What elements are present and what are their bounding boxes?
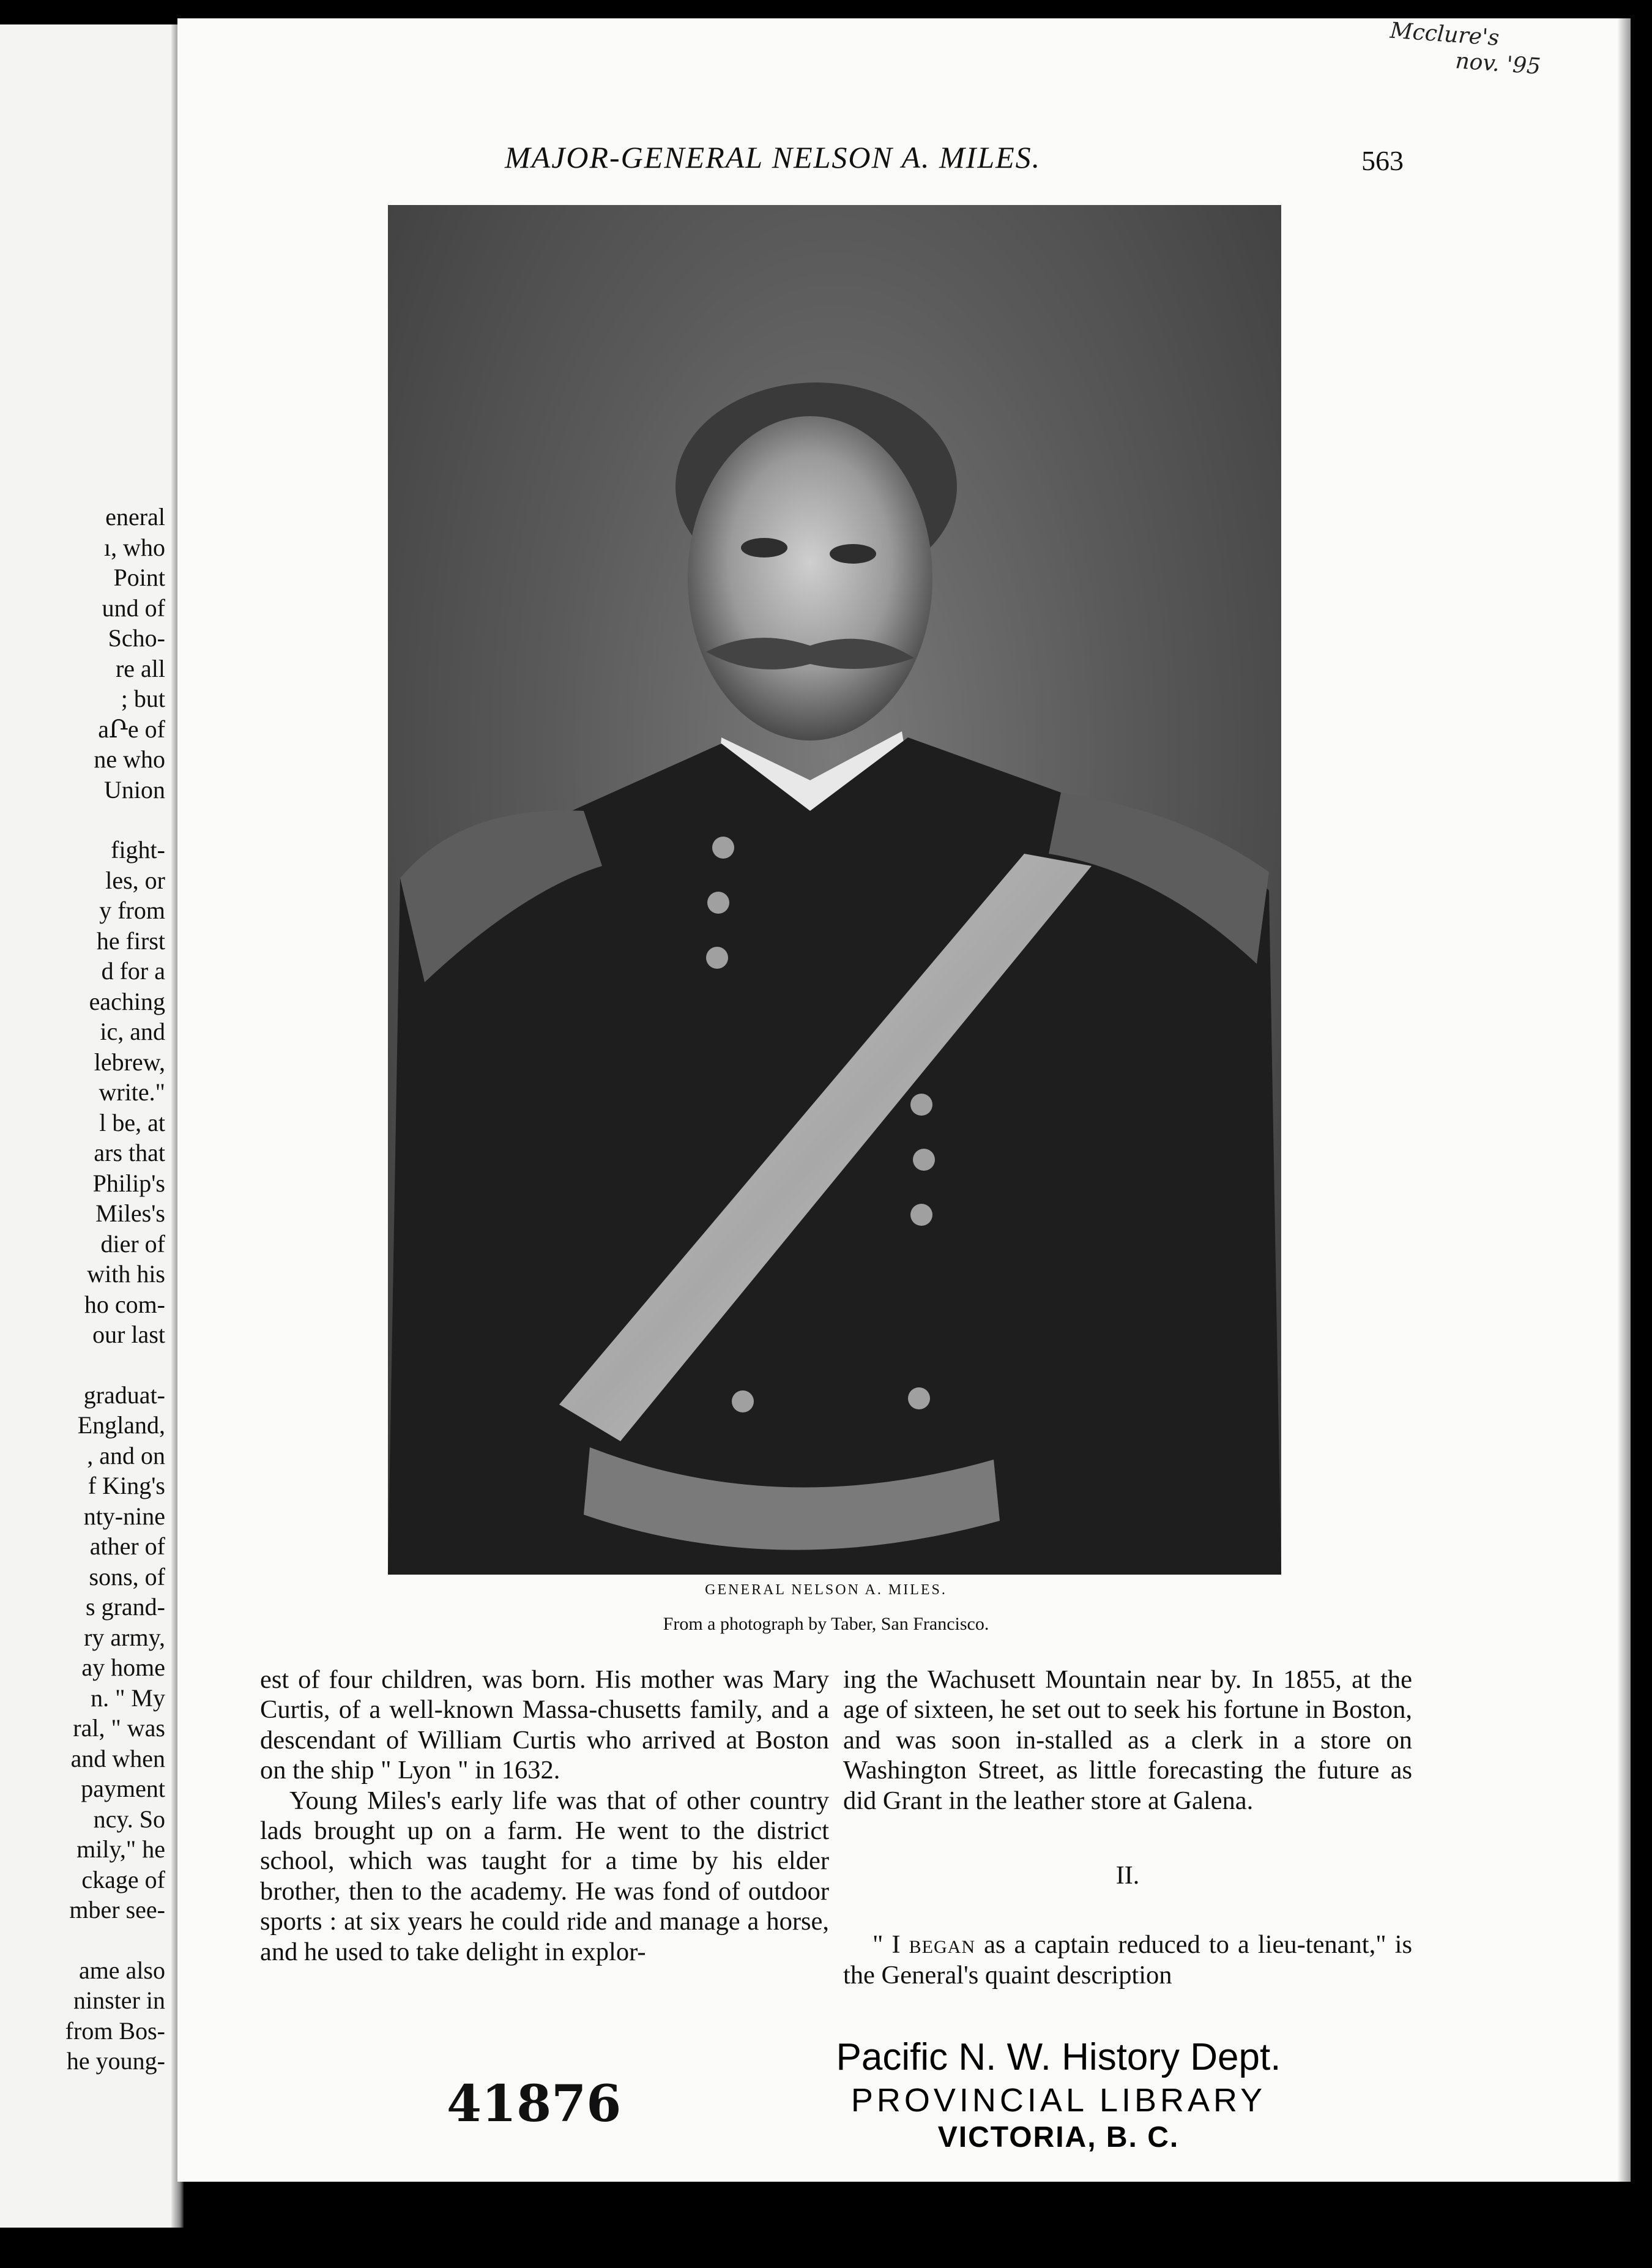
facing-page-line: ne who	[94, 745, 165, 773]
facing-page-line: ncy. So	[93, 1805, 165, 1833]
photo-credit: From a photograph by Taber, San Francisco.	[663, 1614, 989, 1634]
facing-page-text	[65, 502, 165, 2076]
facing-page-line: ninster in	[73, 1986, 165, 2014]
figure-caption: GENERAL NELSON A. MILES.	[705, 1582, 947, 1598]
facing-page-line: he young-	[66, 2047, 165, 2075]
quote-open: " I	[873, 1930, 909, 1960]
facing-page-line: ic, and	[100, 1018, 165, 1045]
text-column-left	[260, 1665, 829, 1967]
facing-page-line: , and on	[87, 1441, 165, 1469]
facing-page-line: payment	[81, 1775, 165, 1802]
facing-page-line: ry army,	[84, 1623, 165, 1651]
section-heading: II.	[1115, 1862, 1140, 1890]
facing-page-line: y from	[99, 897, 165, 924]
facing-page-line: mily," he	[76, 1835, 165, 1863]
facing-page-line: Point	[113, 564, 165, 591]
facing-page-line: nty-nine	[83, 1502, 165, 1530]
facing-page-line: mber see-	[69, 1896, 165, 1923]
paragraph	[843, 1930, 1412, 1990]
facing-page-line: ars that	[94, 1139, 165, 1166]
facing-page-line: eneral	[105, 503, 165, 531]
page-number: 563	[1361, 145, 1404, 176]
facing-page-line: ral, " was	[73, 1714, 165, 1742]
text-column-right	[843, 1665, 1412, 1990]
facing-page-line: ı, who	[104, 533, 165, 561]
facing-page-line: d for a	[101, 957, 165, 985]
facing-page-line: Scho-	[108, 624, 165, 652]
facing-page-line: s grand-	[86, 1593, 165, 1621]
paragraph: Young Miles's early life was that of other country lads brought up on a farm. He went to the district school, which was taught for a time by his elder brother, then to the academy. He was fond of outdoor sports : at six years he could ride and manage a horse, and he used to take delight in explor-	[260, 1786, 829, 1966]
facing-page-line: with his	[87, 1260, 165, 1288]
facing-page-line: ay home	[81, 1654, 165, 1681]
stamp-location: VICTORIA, B. C.	[937, 2121, 1180, 2154]
facing-page-line: Union	[104, 775, 165, 804]
facing-page-line: n. " My	[91, 1684, 165, 1712]
facing-page-line: und of	[102, 594, 165, 622]
facing-page-line: ckage of	[81, 1865, 165, 1893]
handwritten-source: Mcclure's	[1389, 18, 1500, 51]
facing-page-line: graduat-	[83, 1381, 165, 1409]
facing-page-line: ather of	[89, 1532, 165, 1560]
facing-page-line: ame also	[78, 1956, 165, 1984]
facing-page-line: fight-	[111, 836, 165, 864]
stamp-department: Pacific N. W. History Dept.	[836, 2036, 1281, 2078]
facing-page-line: lebrew,	[94, 1048, 165, 1076]
facing-page-line: eaching	[89, 987, 165, 1015]
drop-word: began	[909, 1930, 975, 1960]
facing-page-line: ho com-	[84, 1290, 165, 1318]
accession-number: 41876	[447, 2075, 622, 2133]
paragraph: ing the Wachusett Mountain near by. In 1855, at the age of sixteen, he set out to seek his fortune in Boston, and was soon in-stalled as a clerk in a store on Washington Street, as little forecasting the future as did Grant in the leather store at Galena.	[843, 1665, 1412, 1815]
facing-page-line: Philip's	[92, 1169, 165, 1197]
facing-page-line: aՐe of	[98, 715, 165, 743]
facing-page-line: l be, at	[99, 1108, 165, 1136]
stamp-library: PROVINCIAL LIBRARY	[850, 2082, 1267, 2119]
page-edge	[1617, 18, 1631, 2182]
portrait-photograph	[388, 205, 1281, 1575]
paragraph: est of four children, was born. His mother was Mary Curtis, of a well-known Massa-chusetts family, and a descendant of William Curtis who arrived at Boston on the ship " Lyon " in 1632.	[260, 1665, 829, 1785]
facing-page-line: and when	[70, 1744, 165, 1772]
facing-page	[0, 24, 184, 2228]
facing-page-line: England,	[77, 1411, 165, 1439]
facing-page-line: f King's	[87, 1472, 165, 1499]
handwritten-date: nov. '95	[1454, 48, 1542, 80]
facing-page-line: les, or	[105, 866, 165, 894]
paragraph-text: as a captain reduced to a lieu-tenant," is the General's quaint description	[843, 1930, 1412, 1990]
library-stamp	[783, 2035, 1334, 2155]
facing-page-line: he first	[96, 927, 165, 955]
facing-page-line: re all	[115, 654, 165, 682]
running-head: MAJOR-GENERAL NELSON A. MILES.	[505, 140, 1041, 174]
facing-page-line: sons, of	[89, 1562, 165, 1591]
facing-page-line: write."	[99, 1078, 165, 1106]
facing-page-line: dier of	[100, 1229, 165, 1258]
facing-page-line: ; but	[121, 685, 165, 712]
facing-page-line: Miles's	[95, 1199, 165, 1227]
facing-page-line: our last	[92, 1321, 165, 1348]
facing-page-line: from Bos-	[65, 2016, 165, 2045]
